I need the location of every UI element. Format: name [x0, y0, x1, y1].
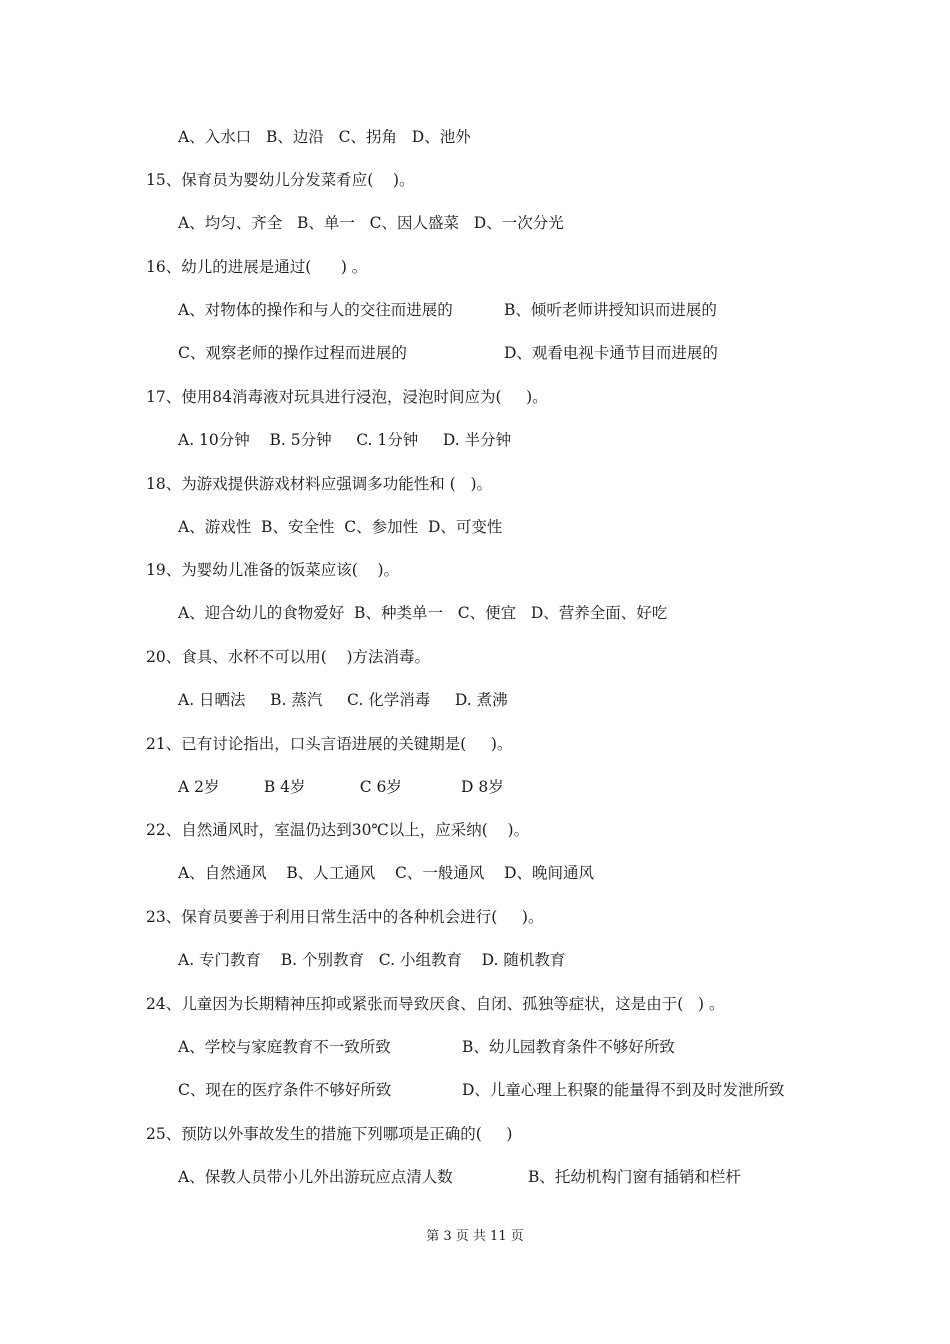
option-25-a: A、保教人员带小儿外出游玩应点清人数 [178, 1168, 453, 1186]
options-19: A、迎合幼儿的食物爱好 B、种类单一 C、便宜 D、营养全面、好吃 [178, 604, 668, 622]
options-17: A. 10分钟 B. 5分钟 C. 1分钟 D. 半分钟 [178, 431, 512, 449]
options-14: A、入水口 B、边沿 C、拐角 D、池外 [178, 128, 471, 146]
question-24: 24、儿童因为长期精神压抑或紧张而导致厌食、自闭、孤独等症状，这是由于( ) 。 [146, 995, 725, 1013]
page-footer: 第 3 页 共 11 页 [426, 1229, 524, 1244]
options-21: A 2岁 B 4岁 C 6岁 D 8岁 [178, 778, 504, 796]
question-20: 20、食具、水杯不可以用( )方法消毒。 [146, 648, 431, 666]
question-23: 23、保育员要善于利用日常生活中的各种机会进行( )。 [146, 908, 544, 926]
option-16-a: A、对物体的操作和与人的交往而进展的 [178, 301, 453, 319]
question-21: 21、已有讨论指出，口头言语进展的关键期是( )。 [146, 735, 513, 753]
question-22: 22、自然通风时，室温仍达到30℃以上，应采纳( )。 [146, 821, 530, 839]
question-19: 19、为婴幼儿准备的饭菜应该( )。 [146, 561, 400, 579]
question-17: 17、使用84消毒液对玩具进行浸泡，浸泡时间应为( )。 [146, 388, 548, 406]
option-16-d: D、观看电视卡通节目而进展的 [504, 344, 718, 362]
options-23: A. 专门教育 B. 个别教育 C. 小组教育 D. 随机教育 [178, 951, 566, 969]
option-24-a: A、学校与家庭教育不一致所致 [178, 1038, 391, 1056]
question-16: 16、幼儿的进展是通过( ) 。 [146, 258, 368, 276]
options-20: A. 日晒法 B. 蒸汽 C. 化学消毒 D. 煮沸 [178, 691, 508, 709]
option-16-c: C、观察老师的操作过程而进展的 [178, 344, 407, 362]
options-22: A、自然通风 B、人工通风 C、一般通风 D、晚间通风 [178, 864, 594, 882]
option-24-c: C、现在的医疗条件不够好所致 [178, 1081, 392, 1099]
option-24-b: B、幼儿园教育条件不够好所致 [462, 1038, 675, 1056]
question-18: 18、为游戏提供游戏材料应强调多功能性和 ( )。 [146, 475, 493, 493]
question-15: 15、保育员为婴幼儿分发菜肴应( )。 [146, 171, 415, 189]
question-25: 25、预防以外事故发生的措施下列哪项是正确的( ) [146, 1125, 513, 1143]
options-15: A、均匀、齐全 B、单一 C、因人盛菜 D、一次分光 [178, 214, 564, 232]
option-25-b: B、托幼机构门窗有插销和栏杆 [528, 1168, 741, 1186]
options-18: A、游戏性 B、安全性 C、参加性 D、可变性 [178, 518, 503, 536]
option-16-b: B、倾听老师讲授知识而进展的 [504, 301, 717, 319]
option-24-d: D、儿童心理上积聚的能量得不到及时发泄所致 [462, 1081, 785, 1099]
